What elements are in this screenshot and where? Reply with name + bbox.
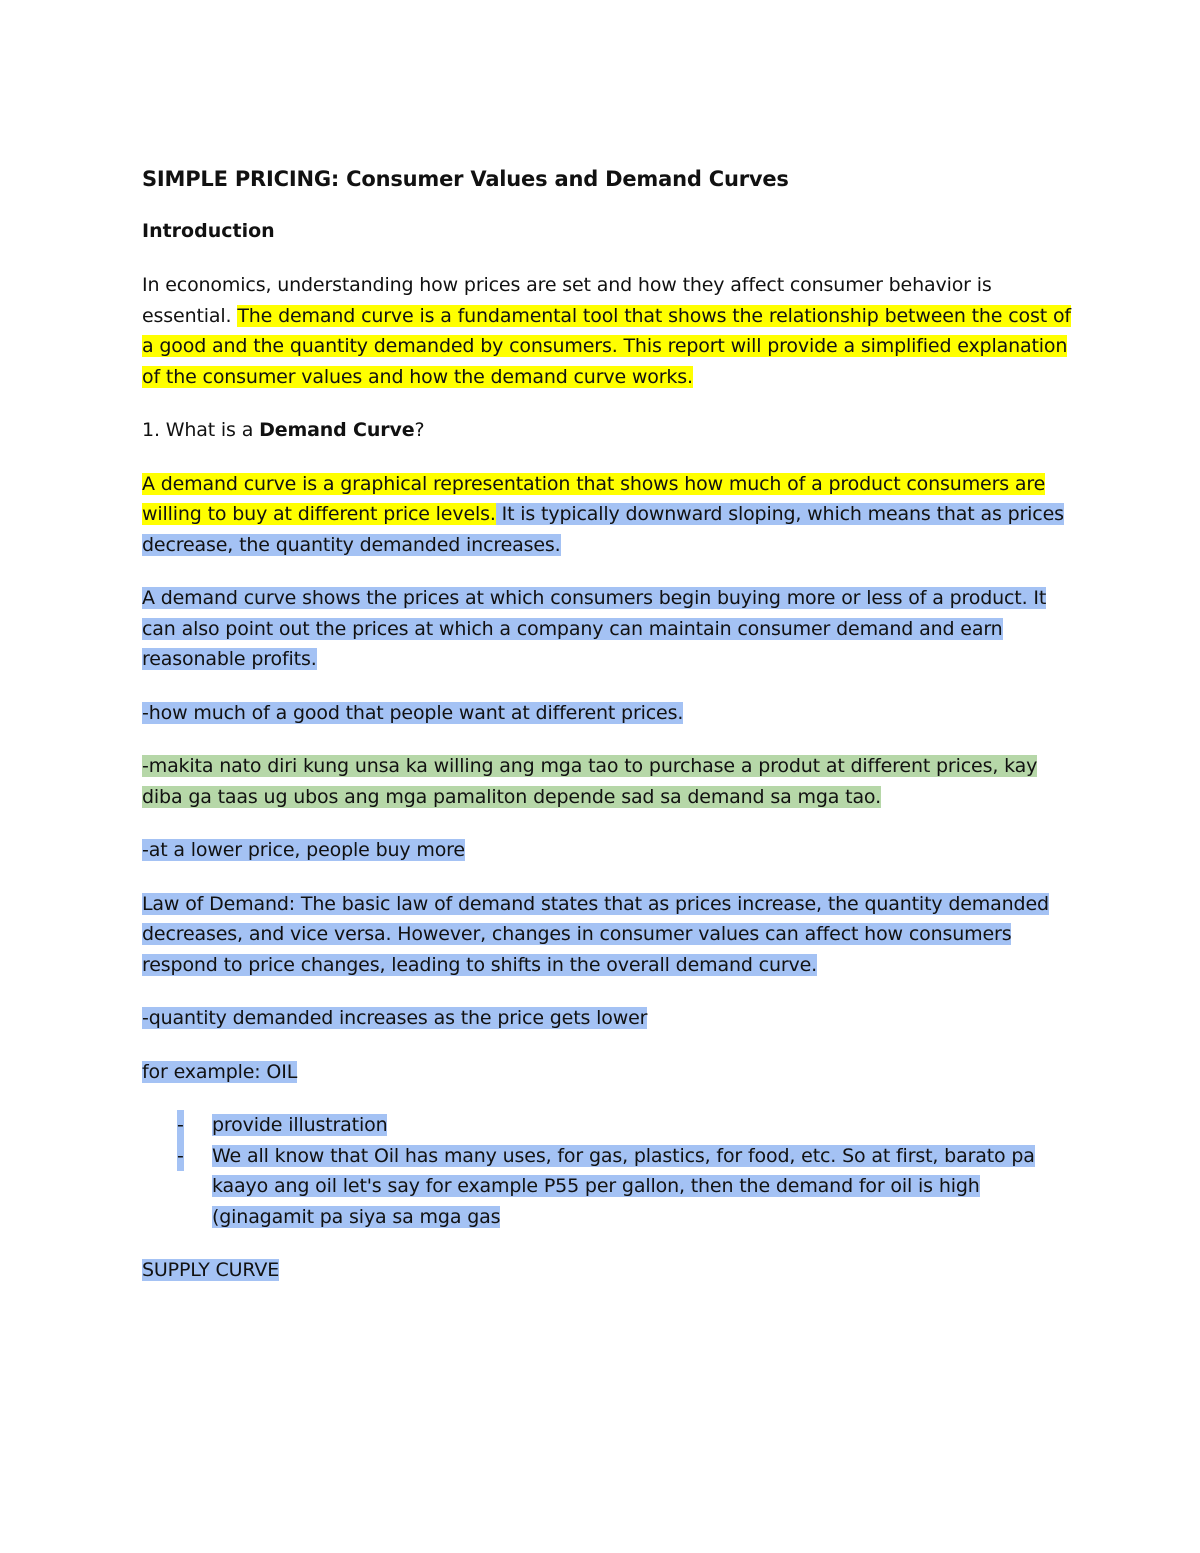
supply-curve-text: SUPPLY CURVE	[142, 1259, 280, 1281]
note-lower-price-text: -at a lower price, people buy more	[142, 839, 465, 861]
bullet-dash: -	[177, 1110, 184, 1141]
section1-heading	[142, 415, 1072, 446]
note-how-much	[142, 698, 1072, 729]
example-label	[142, 1057, 1072, 1088]
intro-highlight-text: The demand curve is a fundamental tool that shows the relationship between the cost of a good and the quantity demanded by consumers. This report will provide a simplified explanation of the consumer values and how the demand curve works.	[142, 304, 1071, 388]
demand-shows-paragraph	[142, 583, 1072, 675]
note-lower-price	[142, 835, 1072, 866]
section1-suffix: ?	[414, 419, 425, 441]
bullet-dash: -	[177, 1141, 184, 1172]
document-page	[142, 162, 1072, 1309]
note-quantity	[142, 1003, 1072, 1034]
example-label-text: for example: OIL	[142, 1060, 298, 1083]
intro-plain-text: In economics, understanding how prices are set and how they affect consumer behavior is essential.	[142, 274, 992, 327]
law-of-demand-text: Law of Demand: The basic law of demand states that as prices increase, the quantity demanded decreases, and vice versa. However, changes in consumer values can affect how consumers respond to price changes, leading to shifts in the overall demand curve.	[142, 892, 1049, 976]
document-title: SIMPLE PRICING: Consumer Values and Demand Curves	[142, 167, 789, 191]
definition-paragraph	[142, 469, 1072, 561]
bullet-text: We all know that Oil has many uses, for gas, plastics, for food, etc. So at first, barato pa kaayo ang oil let's say for example P55 per gallon, then the demand for oil is high (ginagamit pa siya sa mga gas	[212, 1144, 1035, 1228]
section1-prefix: 1. What is a	[142, 419, 260, 441]
supply-curve-heading	[142, 1255, 1072, 1286]
bullet-text: provide illustration	[212, 1114, 388, 1136]
definition-blue-text: It is typically downward sloping, which means that as prices decrease, the quantity demanded increases.	[142, 503, 1064, 556]
example-bullet-list	[142, 1110, 1072, 1232]
note-makita-text: -makita nato diri kung unsa ka willing ang mga tao to purchase a produt at different prices, kay diba ga taas ug ubos ang mga pamaliton depende sad sa demand sa mga tao.	[142, 755, 1038, 808]
note-makita	[142, 751, 1072, 812]
intro-paragraph	[142, 270, 1072, 392]
section1-bold-term: Demand Curve	[259, 419, 415, 441]
demand-shows-text: A demand curve shows the prices at which consumers begin buying more or less of a product. It can also point out the prices at which a company can maintain consumer demand and earn reasonable profits.	[142, 587, 1047, 670]
definition-yellow-text: A demand curve is a graphical representation that shows how much of a product consumers are willing to buy at different price levels.	[142, 472, 1046, 525]
intro-heading: Introduction	[142, 220, 275, 242]
note-quantity-text: -quantity demanded increases as the price gets lower	[142, 1007, 648, 1029]
list-item	[142, 1110, 1072, 1141]
note-how-much-text: -how much of a good that people want at different prices.	[142, 701, 684, 724]
law-of-demand-paragraph	[142, 889, 1072, 981]
list-item	[142, 1141, 1072, 1233]
